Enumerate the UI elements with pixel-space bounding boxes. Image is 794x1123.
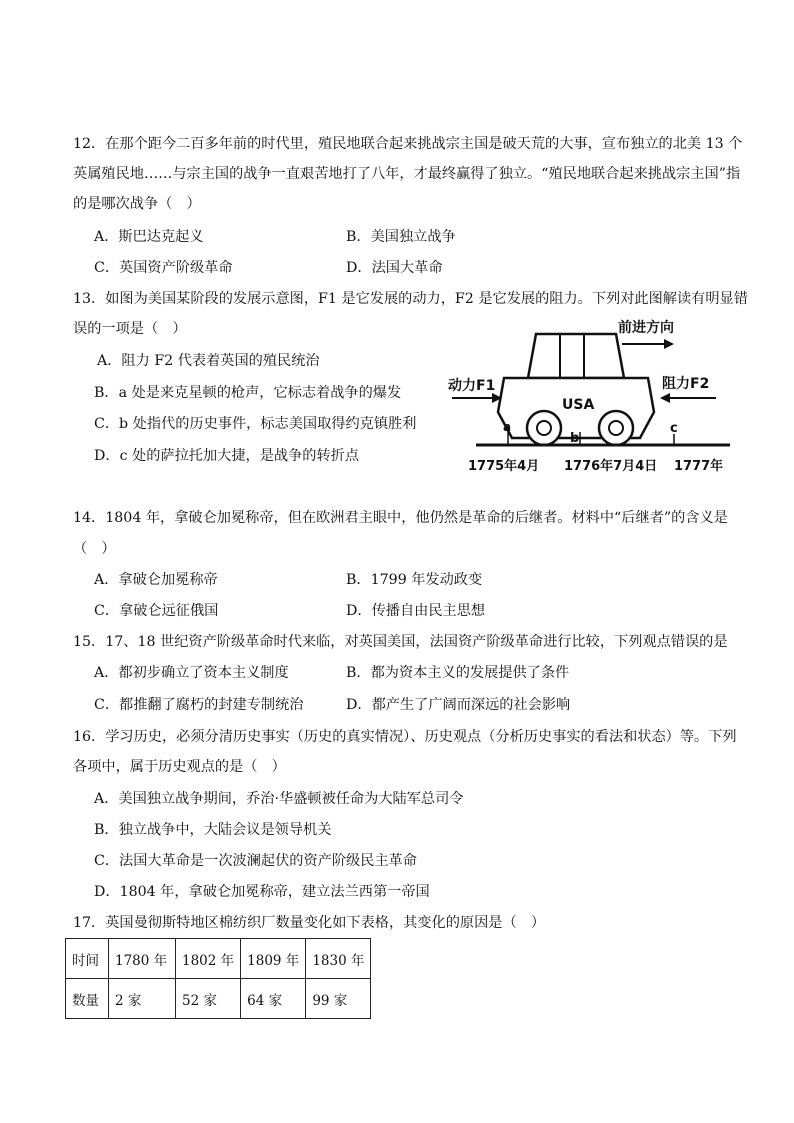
q12-option-d[interactable]: D．法国大革命	[346, 260, 443, 276]
q14-option-d[interactable]: D．传播自由民主思想	[346, 603, 486, 619]
date-b: 1776年7月4日	[564, 459, 658, 474]
q15-option-c[interactable]: C．都推翻了腐朽的封建专制统治	[94, 697, 304, 713]
q15-line-1: 15．17、18 世纪资产阶级革命时代来临，对英国美国，法国资产阶级革命进行比较，下列观点错误的是	[73, 634, 728, 650]
q13-line-2: 误的一项是（ ）	[73, 321, 187, 337]
q13-option-a[interactable]: A．阻力 F2 代表着英国的殖民统治	[97, 353, 320, 369]
q13-option-d[interactable]: D．c 处的萨拉托加大捷，是战争的转折点	[94, 448, 360, 464]
table-cell: 2 家	[109, 979, 176, 1019]
point-c: c	[670, 421, 678, 436]
q17-line-1: 17．英国曼彻斯特地区棉纺织厂数量变化如下表格，其变化的原因是（ ）	[73, 915, 546, 931]
q15-option-d[interactable]: D．都产生了广阔而深远的社会影响	[346, 697, 571, 713]
q12-line-1: 12．在那个距今二百多年前的时代里，殖民地联合起来挑战宗主国是破天荒的大事，宣布独立的北美 13 个	[73, 136, 743, 152]
force-f1-label: 动力F1	[448, 378, 496, 394]
table-cell: 1780 年	[109, 939, 176, 979]
direction-arrowhead-icon	[664, 339, 674, 349]
q16-option-b[interactable]: B．独立战争中，大陆会议是领导机关	[94, 822, 332, 838]
table-cell: 1802 年	[176, 939, 241, 979]
table-row	[66, 939, 371, 979]
q13-option-c[interactable]: C．b 处指代的历史事件，标志美国取得约克镇胜利	[94, 416, 417, 432]
date-c: 1777年	[674, 459, 724, 474]
car-cabin	[528, 334, 624, 378]
table-cell: 64 家	[241, 979, 306, 1019]
rear-wheel-hub	[609, 421, 623, 435]
q16-option-d[interactable]: D．1804 年，拿破仑加冕称帝，建立法兰西第一帝国	[94, 884, 430, 900]
q16-line-1: 16．学习历史，必须分清历史事实（历史的真实情况）、历史观点（分析历史事实的看法和状态）等。下列	[73, 729, 737, 745]
q16-line-2: 各项中，属于历史观点的是（ ）	[73, 759, 286, 775]
table-cell: 1809 年	[241, 939, 306, 979]
table-cell: 52 家	[176, 979, 241, 1019]
q12-option-b[interactable]: B．美国独立战争	[346, 229, 456, 245]
q14-option-a[interactable]: A．拿破仑加冕称帝	[94, 572, 218, 588]
point-b: b	[570, 431, 580, 446]
q13-car-diagram	[446, 314, 736, 480]
q12-option-c[interactable]: C．英国资产阶级革命	[94, 260, 233, 276]
force-f2-label: 阻力F2	[662, 376, 710, 392]
q14-option-b[interactable]: B．1799 年发动政变	[346, 572, 483, 588]
force-f2-arrowhead-icon	[660, 393, 670, 403]
q16-option-c[interactable]: C．法国大革命是一次波澜起伏的资产阶级民主革命	[94, 853, 417, 869]
q12-line-2: 英属殖民地……与宗主国的战争一直艰苦地打了八年，才最终赢得了独立。“殖民地联合起来挑战宗主国”指	[73, 166, 741, 182]
table-cell: 1830 年	[306, 939, 371, 979]
table-cell: 时间	[66, 939, 109, 979]
q15-option-b[interactable]: B．都为资本主义的发展提供了条件	[346, 665, 570, 681]
table-cell: 99 家	[306, 979, 371, 1019]
q14-line-2: （ ）	[73, 541, 116, 557]
q13-option-b[interactable]: B．a 处是来克星顿的枪声，它标志着战争的爆发	[94, 385, 402, 401]
q12-line-3: 的是哪次战争（ ）	[73, 196, 201, 212]
q15-option-a[interactable]: A．都初步确立了资本主义制度	[94, 665, 289, 681]
table-cell: 数量	[66, 979, 109, 1019]
direction-label: 前进方向	[618, 320, 674, 336]
point-a: a	[503, 420, 512, 434]
q17-factory-table	[65, 938, 371, 1019]
q16-option-a[interactable]: A．美国独立战争期间，乔治·华盛顿被任命为大陆军总司令	[94, 791, 464, 807]
front-wheel-hub	[537, 421, 551, 435]
date-a: 1775年4月	[468, 459, 540, 474]
car-label: USA	[562, 397, 595, 413]
q14-option-c[interactable]: C．拿破仑远征俄国	[94, 603, 219, 619]
q13-line-1: 13．如图为美国某阶段的发展示意图，F1 是它发展的动力，F2 是它发展的阻力。下列对此图解读有明显错	[73, 291, 748, 307]
q12-option-a[interactable]: A．斯巴达克起义	[94, 229, 204, 245]
q14-line-1: 14．1804 年，拿破仑加冕称帝，但在欧洲君主眼中，他仍然是革命的后继者。材料中“后继者”的含义是	[73, 510, 728, 526]
table-row	[66, 979, 371, 1019]
